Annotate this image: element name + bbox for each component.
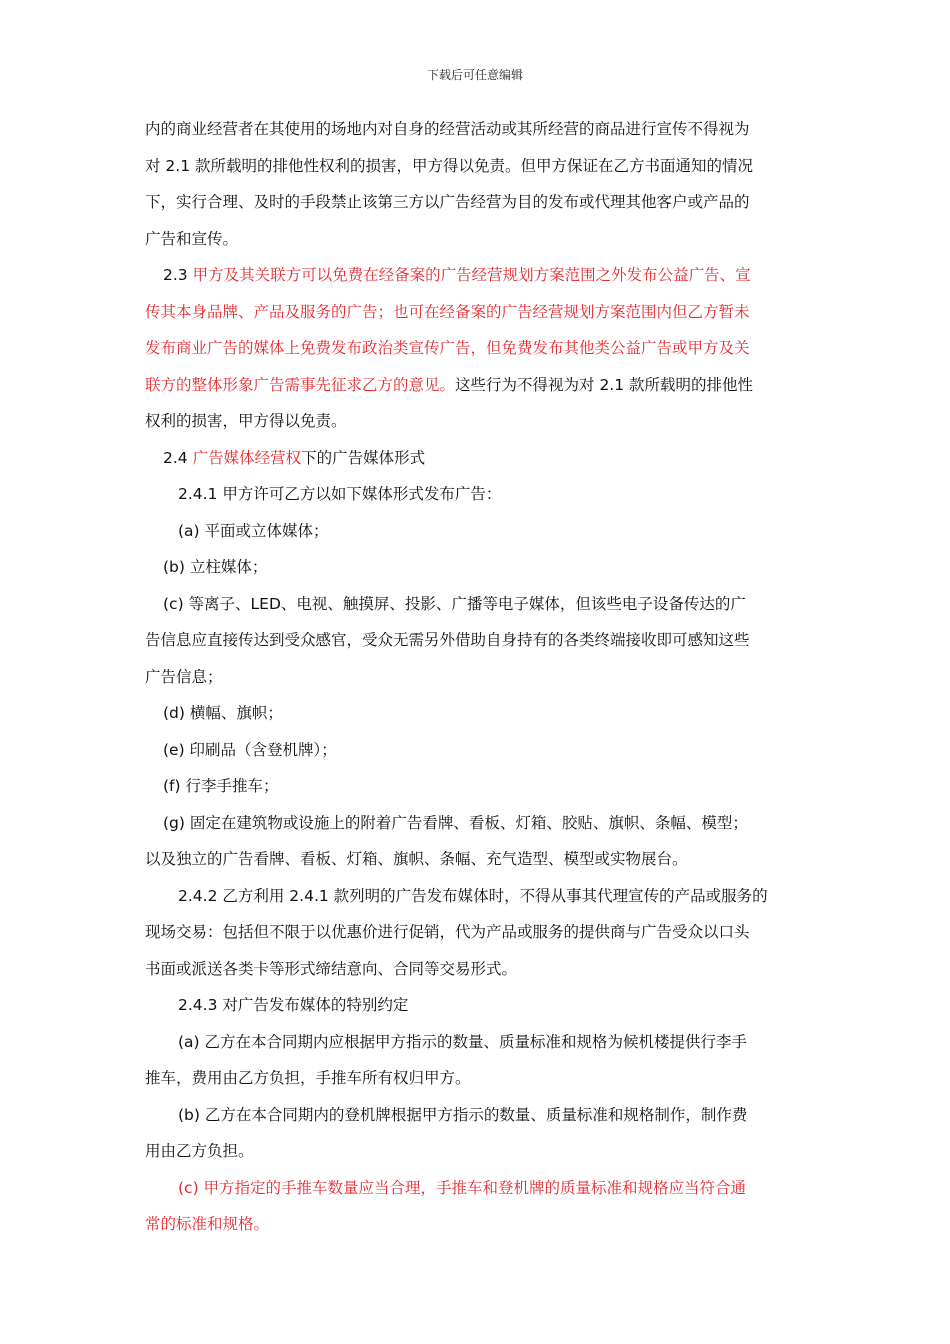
section-2-4-3-c-line1: (c) 甲方指定的手推车数量应当合理，手推车和登机牌的质量标准和规格应当符合通 xyxy=(178,1178,747,1197)
item-g-line1: (g) 固定在建筑物或设施上的附着广告看牌、看板、灯箱、胶贴、旗帜、条幅、模型； xyxy=(163,813,748,832)
item-e: (e) 印刷品（含登机牌）； xyxy=(163,740,337,759)
para1-line4: 广告和宣传。 xyxy=(145,229,239,248)
item-c-line3: 广告信息； xyxy=(145,667,223,686)
item-g-line2: 以及独立的广告看牌、看板、灯箱、旗帜、条幅、充气造型、模型或实物展台。 xyxy=(145,850,688,868)
section-2-4-3-b-line1: (b) 乙方在本合同期内的登机牌根据甲方指示的数量、质量标准和规格制作，制作费 xyxy=(178,1105,748,1124)
section-2-3-line4 xyxy=(145,374,813,396)
section-2-3-line1 xyxy=(145,264,813,286)
section-2-4-1: 2.4.1 甲方许可乙方以如下媒体形式发布广告： xyxy=(178,485,502,503)
para1-line3: 下，实行合理、及时的手段禁止该第三方以广告经营为目的发布或代理其他客户或产品的 xyxy=(145,193,750,211)
item-a: (a) 平面或立体媒体； xyxy=(178,521,329,540)
section-2-4-3: 2.4.3 对广告发布媒体的特别约定 xyxy=(178,996,409,1014)
section-2-4-2-line1: 2.4.2 乙方利用 2.4.1 款列明的广告发布媒体时，不得从事其代理宣传的产品或服务的 xyxy=(178,886,768,905)
page-header: 下载后可任意编辑 xyxy=(426,68,523,82)
item-f: (f) 行李手推车； xyxy=(163,777,279,795)
section-number: 2.3 xyxy=(163,266,188,284)
section-2-4-3-b-line2: 用由乙方负担。 xyxy=(145,1142,254,1160)
highlighted-text: 甲方及其关联方可以免费在经备案的广告经营规划方案范围之外发布公益广告、宣 xyxy=(192,266,751,284)
section-2-4-3-c-line2: 常的标准和规格。 xyxy=(145,1215,270,1233)
plain-text: 下的广告媒体形式 xyxy=(301,448,426,467)
section-2-3-line2: 传其本身品牌、产品及服务的广告；也可在经备案的广告经营规划方案范围内但乙方暂未 xyxy=(145,302,750,321)
item-d: (d) 横幅、旗帜； xyxy=(163,704,283,722)
item-b: (b) 立柱媒体； xyxy=(163,558,268,576)
section-2-3-line3: 发布商业广告的媒体上免费发布政治类宣传广告，但免费发布其他类公益广告或甲方及关 xyxy=(145,339,750,357)
section-2-4-2-line2: 现场交易：包括但不限于以优惠价进行促销，代为产品或服务的提供商与广告受众以口头 xyxy=(145,923,750,941)
highlighted-text: 联方的整体形象广告需事先征求乙方的意见。 xyxy=(145,375,456,394)
highlighted-text: 广告媒体经营权 xyxy=(192,448,302,467)
section-2-3-line5: 权利的损害，甲方得以免责。 xyxy=(145,412,347,430)
para1-line1: 内的商业经营者在其使用的场地内对自身的经营活动或其所经营的商品进行宣传不得视为 xyxy=(145,120,750,138)
section-number: 2.4 xyxy=(163,448,188,467)
document-body xyxy=(145,118,813,1235)
section-2-4-2-line3: 书面或派送各类卡等形式缔结意向、合同等交易形式。 xyxy=(145,959,518,978)
item-c-line2: 告信息应直接传达到受众感官，受众无需另外借助自身持有的各类终端接收即可感知这些 xyxy=(145,631,750,649)
section-2-4-heading xyxy=(145,447,813,469)
plain-text: 这些行为不得视为对 2.1 款所载明的排他性 xyxy=(455,375,754,394)
section-2-4-3-a-line2: 推车，费用由乙方负担，手推车所有权归甲方。 xyxy=(145,1069,471,1087)
section-2-4-3-a-line1: (a) 乙方在本合同期内应根据甲方指示的数量、质量标准和规格为候机楼提供行李手 xyxy=(178,1032,748,1051)
item-c-line1: (c) 等离子、LED、电视、触摸屏、投影、广播等电子媒体，但该些电子设备传达的广 xyxy=(163,594,746,613)
para1-line2: 对 2.1 款所载明的排他性权利的损害，甲方得以免责。但甲方保证在乙方书面通知的情况 xyxy=(145,156,754,175)
